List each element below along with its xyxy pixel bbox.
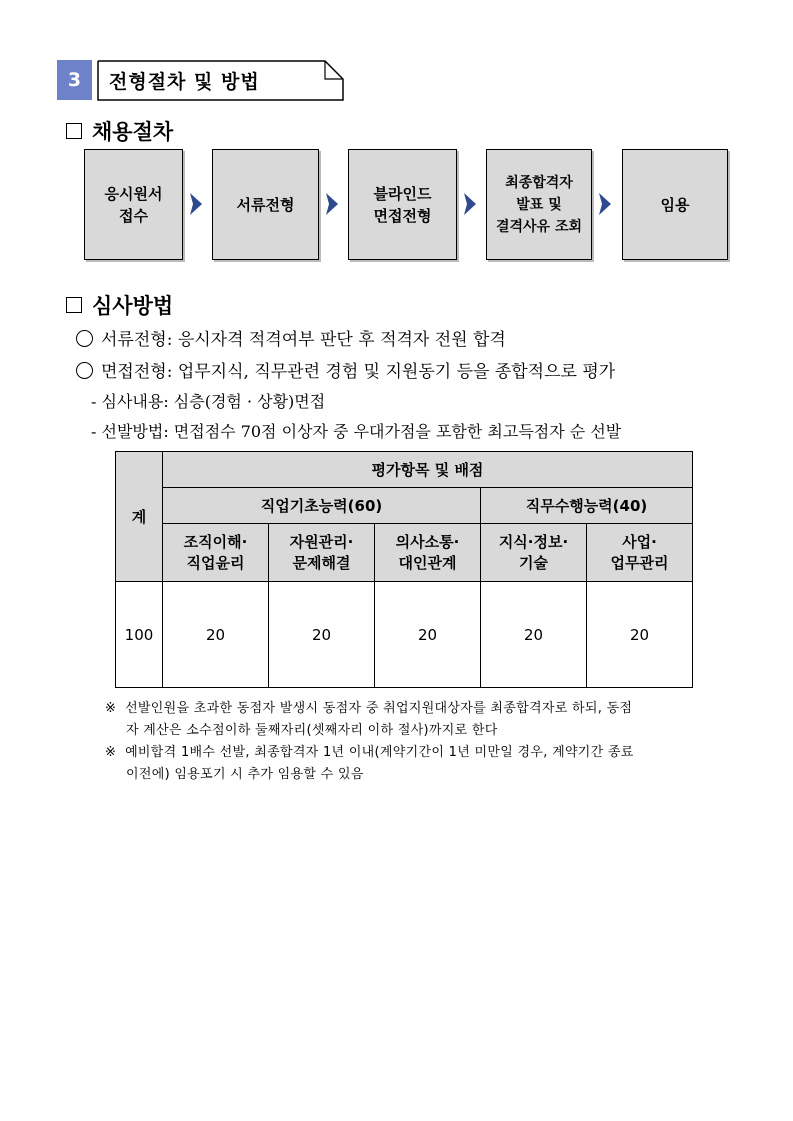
note-mark: ※ [105, 701, 117, 716]
item-text: 면접전형: 업무지식, 직무관련 경험 및 지원동기 등을 종합적으로 평가 [101, 362, 616, 382]
square-bullet-icon [66, 297, 82, 313]
column-header: 의사소통· 대인관계 [375, 524, 481, 582]
section-number: 3 [57, 60, 92, 100]
heading-text: 심사방법 [92, 294, 174, 318]
column-header: 사업· 업무관리 [587, 524, 693, 582]
chevron-right-icon [190, 193, 202, 215]
note-text: 이전에) 임용포기 시 추가 임용할 수 있음 [126, 767, 364, 782]
note-tie-rule [105, 698, 745, 786]
note-mark: ※ [105, 745, 117, 760]
column-header: 자원관리· 문제해결 [269, 524, 375, 582]
step-blind-interview: 블라인드 면접전형 [348, 149, 457, 260]
step-application: 응시원서 접수 [84, 149, 183, 260]
recruit-procedure-heading [66, 116, 173, 146]
value-cell: 20 [163, 582, 269, 688]
step-appointment: 임용 [622, 149, 728, 260]
value-cell: 20 [481, 582, 587, 688]
screening-item-document [76, 325, 506, 350]
total-header: 계 [116, 452, 163, 582]
chevron-right-icon [464, 193, 476, 215]
chevron-right-icon [599, 193, 611, 215]
screening-item-interview [76, 357, 615, 382]
group-header: 평가항목 및 배점 [163, 452, 693, 488]
screening-sub-selection: - 선발방법: 면접점수 70점 이상자 중 우대가점을 포함한 최고득점자 순 선발 [91, 422, 622, 441]
screening-sub-content: - 심사내용: 심층(경험 · 상황)면접 [91, 392, 326, 411]
category-header: 직무수행능력(40) [481, 488, 693, 524]
section-title: 전형절차 및 방법 [109, 71, 260, 93]
screening-heading [66, 290, 173, 320]
circle-bullet-icon [76, 330, 93, 347]
note-text: 선발인원을 초과한 동점자 발생시 동점자 중 취업지원대상자를 최종합격자로 하되, 동점 [125, 701, 633, 716]
column-header: 조직이해· 직업윤리 [163, 524, 269, 582]
item-text: 서류전형: 응시자격 적격여부 판단 후 적격자 전원 합격 [101, 330, 506, 350]
score-table [115, 451, 693, 688]
section-title-box [97, 60, 343, 98]
total-cell: 100 [116, 582, 163, 688]
chevron-right-icon [326, 193, 338, 215]
value-cell: 20 [269, 582, 375, 688]
value-cell: 20 [375, 582, 481, 688]
circle-bullet-icon [76, 362, 93, 379]
step-document-screening: 서류전형 [212, 149, 319, 260]
step-final-announcement: 최종합격자 발표 및 결격사유 조회 [486, 149, 592, 260]
value-cell: 20 [587, 582, 693, 688]
square-bullet-icon [66, 123, 82, 139]
heading-text: 채용절차 [92, 120, 174, 144]
note-text: 자 계산은 소수점이하 둘째자리(셋째자리 이하 절사)까지로 한다 [126, 723, 498, 738]
note-text: 예비합격 1배수 선발, 최종합격자 1년 이내(계약기간이 1년 미만일 경우, 계약기간 종료 [125, 745, 634, 760]
category-header: 직업기초능력(60) [163, 488, 481, 524]
column-header: 지식·정보· 기술 [481, 524, 587, 582]
